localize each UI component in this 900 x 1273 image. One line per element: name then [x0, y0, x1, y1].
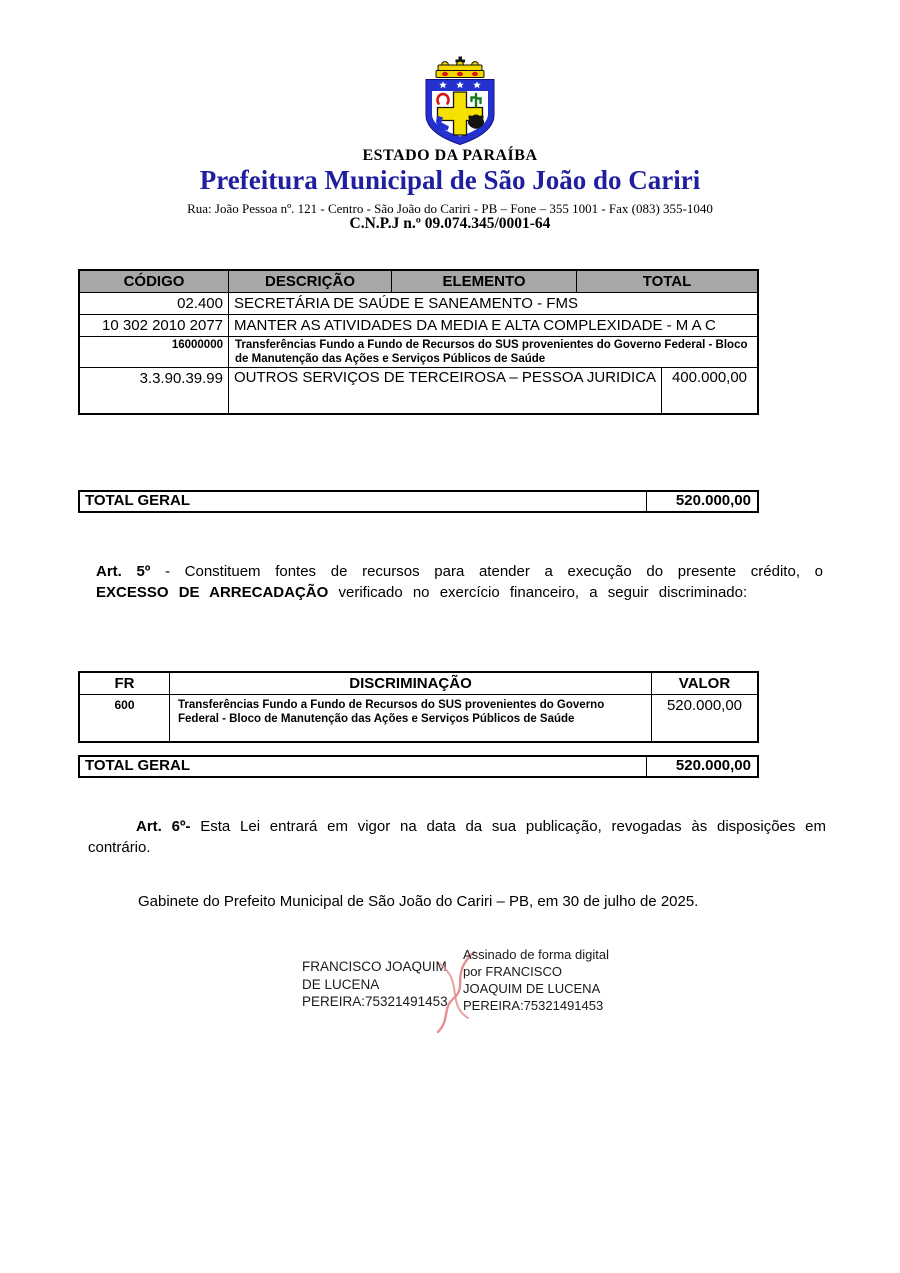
signature-signer-name: FRANCISCO JOAQUIM DE LUCENA PEREIRA:75321491453	[302, 959, 448, 1009]
municipality-title: Prefeitura Municipal de São João do Cariri	[199, 165, 701, 195]
address-line: Rua: João Pessoa nº. 121 - Centro - São João do Cariri - PB – Fone – 355 1001 - Fax (083) 355-1040	[187, 201, 713, 216]
article-6-label: Art. 6º-	[136, 818, 191, 835]
total-geral-label: TOTAL GERAL	[80, 492, 647, 511]
municipal-coat-of-arms-icon	[405, 56, 515, 150]
row-discrimination: Transferências Fundo a Fundo de Recursos do SUS provenientes do Governo Federal - Bloco de Manutenção das Ações e Serviços Públicos de Saúde	[170, 695, 652, 741]
row-code: 16000000	[80, 337, 229, 367]
closing-line: Gabinete do Prefeito Municipal de São João do Cariri – PB, em 30 de julho de 2025.	[138, 893, 699, 910]
row-value: 520.000,00	[666, 697, 743, 714]
article-6-text: Esta Lei entrará em vigor na data da sua publicação, revogadas às disposições em contrário.	[88, 818, 826, 856]
row-fr: 600	[80, 695, 170, 741]
row-description: MANTER AS ATIVIDADES DA MEDIA E ALTA COMPLEXIDADE - M A C	[234, 317, 716, 334]
budget-table	[78, 269, 759, 415]
col-header-discriminacao: DISCRIMINAÇÃO	[170, 673, 652, 694]
row-code: 02.400	[80, 293, 229, 314]
total-geral-label: TOTAL GERAL	[80, 757, 647, 776]
table-row	[80, 695, 757, 741]
col-header-fr: FR	[80, 673, 170, 694]
total-geral-value: 520.000,00	[675, 492, 751, 509]
table-row	[80, 293, 757, 315]
signature-statement: Assinado de forma digital por FRANCISCO JOAQUIM DE LUCENA PEREIRA:75321491453	[463, 947, 609, 1013]
col-header-total: TOTAL	[642, 273, 692, 290]
row-code: 10 302 2010 2077	[80, 315, 229, 336]
table-row	[80, 315, 757, 337]
article-5-paragraph	[96, 561, 823, 603]
row-description: Transferências Fundo a Fundo de Recursos do SUS provenientes do Governo Federal - Bloco de Manutenção das Ações e Serviços Públicos de Saúde	[235, 339, 748, 365]
table-row	[80, 368, 757, 413]
state-heading: ESTADO DA PARAÍBA	[362, 147, 538, 164]
article-5-text-b: verificado no exercício financeiro, a seguir discriminado:	[328, 584, 748, 601]
total-geral-row	[78, 490, 759, 513]
total-geral-value: 520.000,00	[675, 757, 751, 774]
row-total-value: 400.000,00	[671, 369, 748, 386]
table-row	[80, 337, 757, 368]
col-header-valor: VALOR	[678, 675, 731, 692]
total-geral-row	[78, 755, 759, 778]
article-5-bold-phrase: EXCESSO DE ARRECADAÇÃO	[96, 584, 329, 601]
row-description: SECRETÁRIA DE SAÚDE E SANEAMENTO - FMS	[234, 295, 578, 312]
row-code: 3.3.90.39.99	[80, 368, 229, 413]
col-header-descricao: DESCRIÇÃO	[229, 271, 392, 292]
article-6-paragraph	[88, 816, 826, 858]
sources-table-header	[80, 673, 757, 695]
cnpj-line: C.N.P.J n.º 09.074.345/0001-64	[349, 215, 551, 232]
col-header-codigo: CÓDIGO	[80, 271, 229, 292]
article-5-text-a: - Constituem fontes de recursos para atender a execução do presente crédito, o	[150, 563, 823, 580]
budget-table-header	[80, 271, 757, 293]
col-header-elemento: ELEMENTO	[392, 271, 577, 292]
funding-sources-table	[78, 671, 759, 743]
row-description: OUTROS SERVIÇOS DE TERCEIROSA – PESSOA JURIDICA	[229, 368, 662, 413]
article-5-label: Art. 5º	[96, 563, 151, 580]
